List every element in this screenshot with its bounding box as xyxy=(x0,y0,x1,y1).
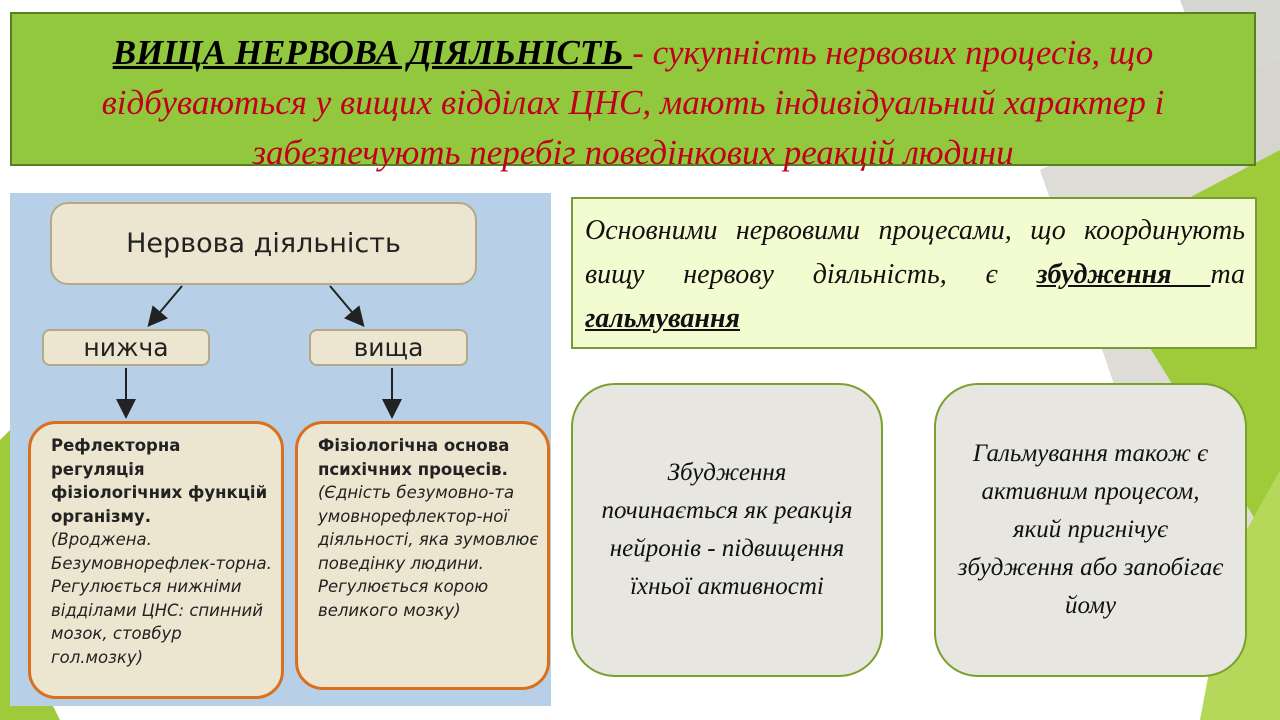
main-processes-box xyxy=(571,197,1257,349)
diagram-higher-node: вища xyxy=(309,329,468,366)
lower-activity-description xyxy=(28,421,284,699)
excitation-card xyxy=(571,383,883,677)
lower-description-main: Рефлекторна регуляція фізіологічних функцій організму. xyxy=(51,436,268,526)
definition-banner xyxy=(10,12,1256,172)
info-text: Основними нервовими процесами, що координують вищу нервову діяльність, є xyxy=(585,215,1245,290)
diagram-root-node: Нервова діяльність xyxy=(50,202,477,285)
title-definition: - сукупність нервових процесів, що відбуваються у вищих відділах ЦНС, мають індивідуальний характер і забезпечують перебіг поведінкових реакцій людини xyxy=(101,33,1165,172)
title-term: ВИЩА НЕРВОВА ДІЯЛЬНІСТЬ xyxy=(112,33,633,72)
higher-description-main: Фізіологічна основа психічних процесів. xyxy=(318,436,510,479)
diagram-lower-node: нижча xyxy=(42,329,210,366)
excitation-text: Збудження починається як реакція нейронів - підвищення їхньої активності xyxy=(601,459,853,600)
lower-description-note: (Вроджена. Безумовнорефлек-торна. Регулюється нижніми відділами ЦНС: спинний мозок, стовбур гол.мозку) xyxy=(51,530,272,667)
higher-description-note: (Єдність безумовно-та умовнорефлектор-ної діяльності, яка зумовлює поведінку людини. Регулюється корою великого мозку) xyxy=(318,483,539,620)
higher-activity-description xyxy=(295,421,550,690)
inhibition-text: Гальмування також є активним процесом, який пригнічує збудження або запобігає йому xyxy=(957,440,1224,619)
nervous-activity-diagram xyxy=(10,193,551,706)
term-excitation: збудження xyxy=(1036,259,1211,290)
inhibition-card xyxy=(934,383,1247,677)
info-connector: та xyxy=(1210,259,1245,290)
term-inhibition: гальмування xyxy=(585,303,740,334)
